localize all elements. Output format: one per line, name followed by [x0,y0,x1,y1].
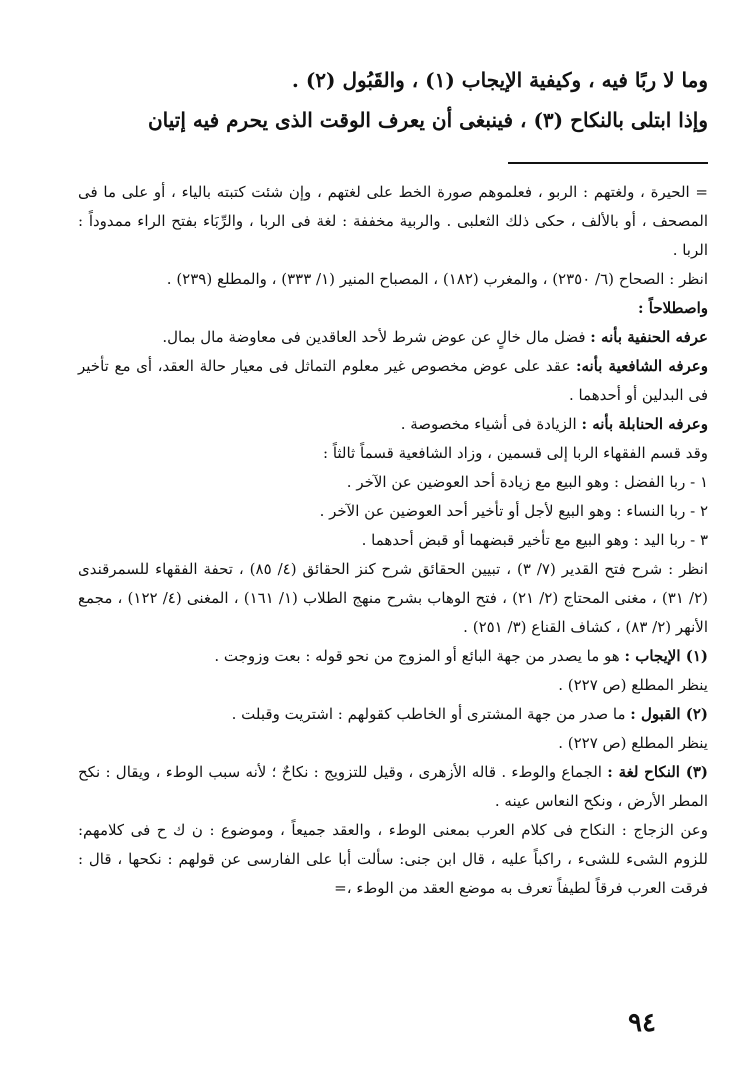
definition-text: فضل مال خالٍ عن عوض شرط لأحد العاقدين فى معاوضة مال بمال. [162,328,591,346]
footnote-text: الجماع والوطء . قاله الأزهرى ، وقيل للتزويج : نكاحٌ ؛ لأنه سبب الوطء ، ويقال : نكح المطر الأرض ، ونكح النعاس عينه . [78,763,708,810]
section-heading: واصطلاحاً : [637,299,708,317]
footnote-1 [78,642,708,671]
definition-hanbali [78,410,708,439]
definition-term: عرفه الحنفية بأنه : [590,328,708,346]
page-body [78,60,708,903]
list-item: ٢ - ربا النساء : وهو البيع لأجل أو تأخير أحد العوضين عن الآخر . [319,502,708,520]
definition-text: عقد على عوض مخصوص غير معلوم التماثل فى معيار حالة العقد، أى مع تأخير فى البدلين أو أحدهما . [78,357,708,404]
footnote-text: هو ما يصدر من جهة البائع أو المزوج من نحو قوله : بعت وزوجت . [214,647,625,665]
list-item: ٣ - ربا اليد : وهو البيع مع تأخير قبضهما أو قبض أحدهما . [361,531,708,549]
definition-text: الزيادة فى أشياء مخصوصة . [400,415,582,433]
definition-term: وعرفه الحنابلة بأنه : [581,415,708,433]
footnote-term: (٣) النكاح لغة : [607,763,708,781]
footnote-separator [508,162,708,164]
footnote-continuation: = الحيرة ، ولغتهم : الربو ، فعلموهم صورة الخط على لغتهم ، وإن شئت كتبته بالياء ، أو على ما فى المصحف ، أو بالألف ، حكى ذلك الثعلبى . والربية مخففة : لغة فى الربا ، والرِّبَاء بفتح الراء ممدوداً : الربا . [78,183,708,259]
reference-line: انظر : الصحاح (٦/ ٢٣٥٠) ، والمغرب (١٨٢) ، المصباح المنير (١/ ٣٣٣) ، والمطلع (٢٣٩) . [166,270,708,288]
footnote-term: (٢) القبول : [630,705,708,723]
main-line-1: وما لا ربًا فيه ، وكيفية الإيجاب (١) ، والقَبُول (٢) . [291,68,708,92]
footnote-text: ما صدر من جهة المشترى أو الخاطب كقولهم : اشتريت وقبلت . [231,705,631,723]
footnotes [78,178,708,903]
reference-line: انظر : شرح فتح القدير (٧/ ٣) ، تبيين الحقائق شرح كنز الحقائق (٤/ ٨٥) ، تحفة الفقهاء للسمرقندى (٢/ ٣١) ، مغنى المحتاج (٢/ ٢١) ، فتح الوهاب بشرح منهج الطلاب (١/ ١٦١) ، المغنى (٤/ ١٢٢) ، مجمع الأنهر (٢/ ٨٣) ، كشاف القناع (٣/ ٢٥١) . [78,560,708,636]
footnote-3 [78,758,708,816]
main-line-2: وإذا ابتلى بالنكاح (٣) ، فينبغى أن يعرف الوقت الذى يحرم فيه إتيان [147,108,708,132]
reference-line: ينظر المطلع (ص ٢٢٧) . [558,676,708,694]
list-item: ١ - ربا الفضل : وهو البيع مع زيادة أحد العوضين عن الآخر . [346,473,708,491]
division-intro: وقد قسم الفقهاء الربا إلى قسمين ، وزاد الشافعية قسماً ثالثاً : [323,444,708,462]
footnote-2 [78,700,708,729]
reference-line: ينظر المطلع (ص ٢٢٧) . [558,734,708,752]
definition-hanafi [78,323,708,352]
definition-shafii [78,352,708,410]
page-number: ٩٤ [628,1008,656,1038]
footnote-paragraph: وعن الزجاج : النكاح فى كلام العرب بمعنى الوطء ، والعقد جميعاً ، وموضوع : ن ك ح فى كلامهم: للزوم الشىء للشىء ، راكباً عليه ، قال ابن جنى: سألت أبا على الفارسى عن قولهم : نكحها ، قال : فرقت العرب فرقاً لطيفاً تعرف به موضع العقد من الوطء ،= [78,821,708,897]
footnote-term: (١) الإيجاب : [624,647,708,665]
main-text [78,60,708,140]
definition-term: وعرفه الشافعية بأنه: [575,357,709,375]
